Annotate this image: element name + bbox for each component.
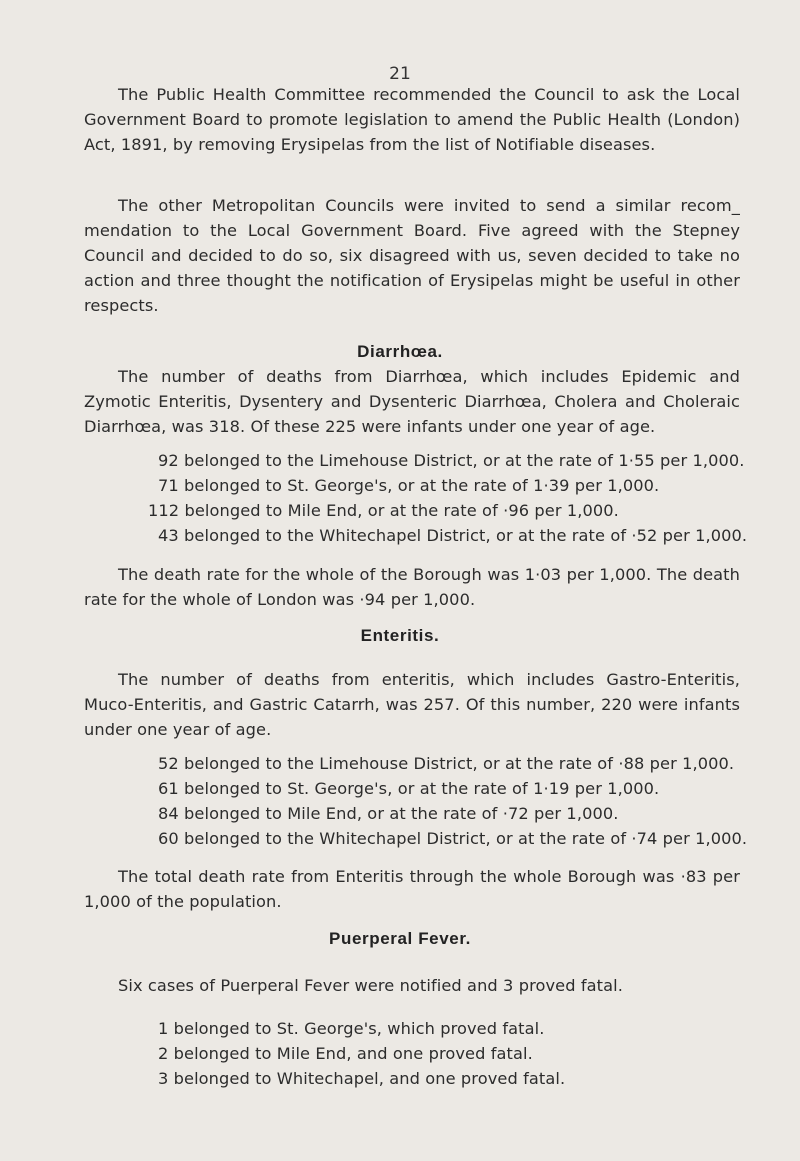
enteritis-intro (84, 667, 740, 742)
puerperal-heading: Puerperal Fever. (329, 929, 471, 948)
paragraph-text: The other Metropolitan Councils were invited to send a similar recom_ mendation to the Local Government Board. Five agreed with the Stepney Council and decided to do so, six disagreed with us, seven decided to take no action and three thought the notification of Erysipelas might be useful in other respects. (84, 196, 740, 315)
enteritis-heading: Enteritis. (360, 626, 440, 645)
puerperal-item: 3 belonged to Whitechapel, and one proved fatal. (158, 1069, 566, 1088)
diarrhoea-item: 112 belonged to Mile End, or at the rate of ·96 per 1,000. (148, 501, 619, 520)
diarrhoea-heading: Diarrhœa. (357, 342, 443, 361)
diarrhoea-item: 43 belonged to the Whitechapel District, or at the rate of ·52 per 1,000. (158, 526, 748, 545)
enteritis-item: 61 belonged to St. George's, or at the rate of 1·19 per 1,000. (158, 779, 660, 798)
paragraph-text: The number of deaths from Diarrhœa, which includes Epidemic and Zymotic Enteritis, Dysentery and Dysenteric Diarrhœa, Cholera and Choleraic Diarrhœa, was 318. Of these 225 were infants under one year of age. (84, 367, 740, 436)
paragraph-text: The number of deaths from enteritis, which includes Gastro-Enteritis, Muco-Enteritis, and Gastric Catarrh, was 257. Of this number, 220 were infants under one year of age. (84, 670, 740, 739)
puerperal-intro (84, 973, 740, 998)
diarrhoea-intro (84, 364, 740, 439)
enteritis-item: 52 belonged to the Limehouse District, or at the rate of ·88 per 1,000. (158, 754, 735, 773)
paragraph-text: The death rate for the whole of the Borough was 1·03 per 1,000. The death rate for the whole of London was ·94 per 1,000. (84, 565, 740, 609)
erysipelas-paragraph-1 (84, 82, 740, 157)
enteritis-item: 84 belonged to Mile End, or at the rate of ·72 per 1,000. (158, 804, 619, 823)
paragraph-text: The total death rate from Enteritis through the whole Borough was ·83 per 1,000 of the population. (84, 867, 740, 911)
puerperal-item: 1 belonged to St. George's, which proved fatal. (158, 1019, 545, 1038)
diarrhoea-summary (84, 562, 740, 612)
page-number: 21 (389, 64, 411, 84)
paragraph-text: Six cases of Puerperal Fever were notified and 3 proved fatal. (118, 976, 623, 995)
erysipelas-paragraph-2 (84, 193, 740, 318)
enteritis-summary (84, 864, 740, 914)
diarrhoea-item: 71 belonged to St. George's, or at the rate of 1·39 per 1,000. (158, 476, 660, 495)
enteritis-item: 60 belonged to the Whitechapel District, or at the rate of ·74 per 1,000. (158, 829, 748, 848)
puerperal-item: 2 belonged to Mile End, and one proved fatal. (158, 1044, 533, 1063)
paragraph-text: The Public Health Committee recommended the Council to ask the Local Government Board to promote legislation to amend the Public Health (London) Act, 1891, by removing Erysipelas from the list of Notifiable diseases. (84, 85, 740, 154)
diarrhoea-item: 92 belonged to the Limehouse District, or at the rate of 1·55 per 1,000. (158, 451, 745, 470)
